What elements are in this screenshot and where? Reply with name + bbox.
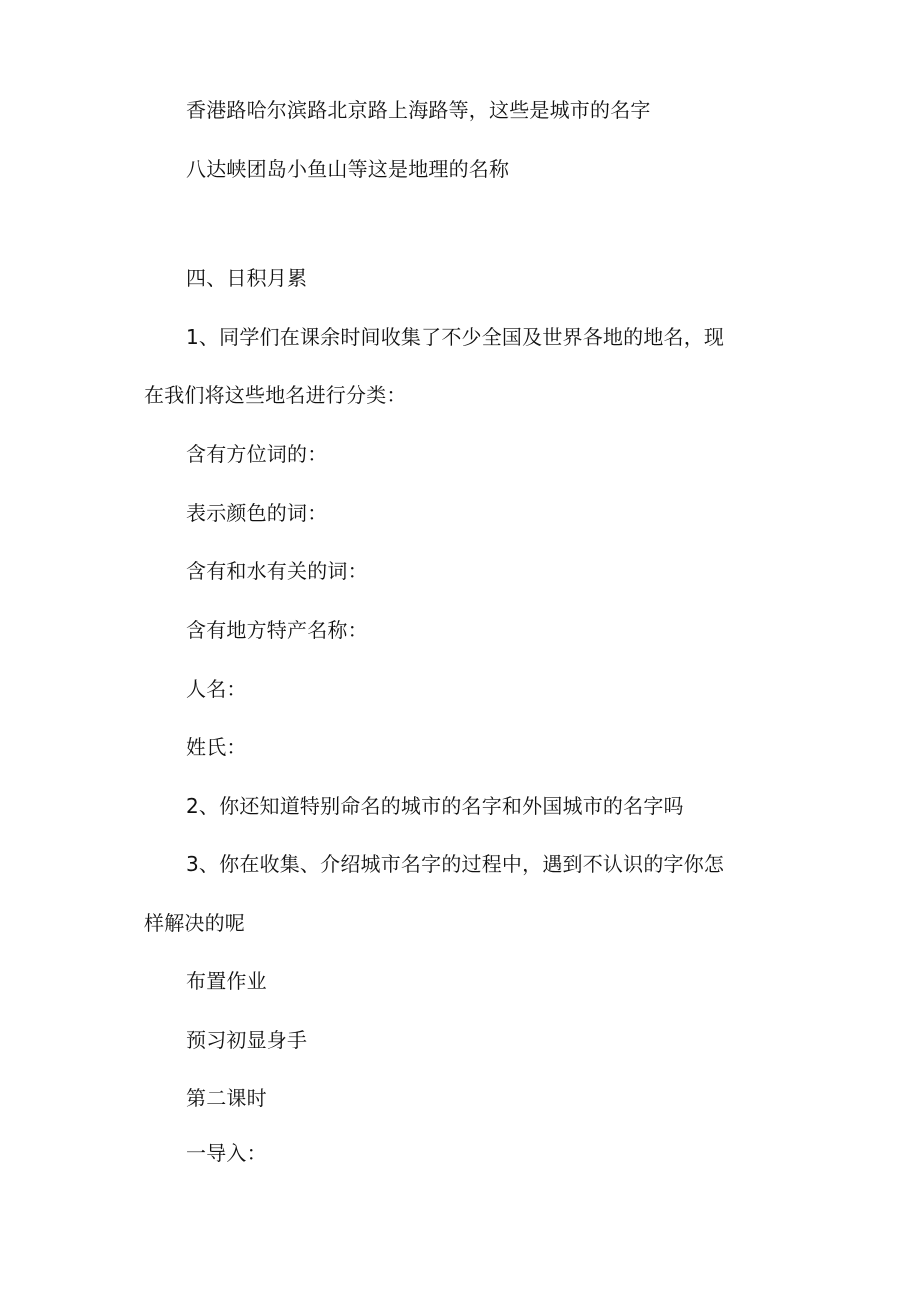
second-lesson-heading: 第二课时 [186,1086,267,1110]
homework-heading: 布置作业 [186,969,267,993]
question-1-line-1: 1、同学们在课余时间收集了不少全国及世界各地的地名，现 [186,325,725,349]
category-color-words: 表示颜色的词： [186,501,328,525]
question-1-line-2: 在我们将这些地名进行分类： [144,383,407,407]
text-line-city-street-names: 香港路哈尔滨路北京路上海路等，这些是城市的名字 [186,98,651,122]
question-3-line-2: 样解决的呢 [144,911,245,935]
introduction-heading: 一导入： [186,1141,267,1165]
category-water-related-words: 含有和水有关的词： [186,559,368,583]
question-2: 2、你还知道特别命名的城市的名字和外国城市的名字吗 [186,794,684,818]
section-heading-daily-accumulation: 四、日积月累 [186,266,308,290]
category-directional-words: 含有方位词的： [186,442,328,466]
category-person-names: 人名： [186,677,247,701]
category-surnames: 姓氏： [186,735,247,759]
text-line-geographic-names: 八达峡团岛小鱼山等这是地理的名称 [186,157,510,181]
category-local-products: 含有地方特产名称： [186,618,368,642]
homework-preview: 预习初显身手 [186,1028,308,1052]
question-3-line-1: 3、你在收集、介绍城市名字的过程中，遇到不认识的字你怎 [186,852,725,876]
